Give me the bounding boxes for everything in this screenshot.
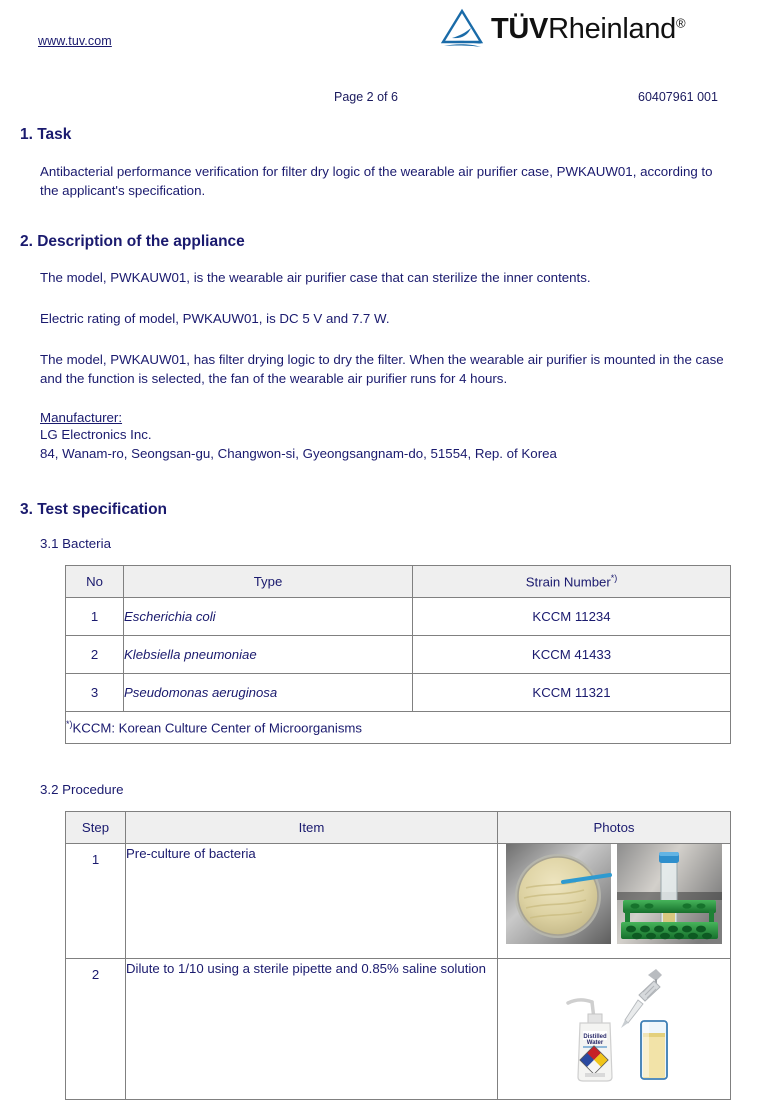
logo-word-tuv: TÜV	[491, 12, 549, 45]
column-header-no: No	[66, 565, 124, 597]
distilled-water-bottle-pipette-and-test-tube-photo	[506, 1033, 722, 1086]
procedure-table-wrapper	[0, 811, 768, 1100]
column-header-strain-number-label: Strain Number	[525, 574, 611, 590]
subsection-title-bacteria: 3.1 Bacteria	[40, 535, 111, 551]
bacteria-row-strain: KCCM 11234	[413, 597, 731, 635]
procedure-row-item: Pre-culture of bacteria	[126, 843, 498, 958]
page-number: Page 2 of 6	[334, 90, 398, 104]
procedure-row-item: Dilute to 1/10 using a sterile pipette and 0.85% saline solution	[126, 958, 498, 1099]
column-header-item: Item	[126, 811, 498, 843]
procedure-row-photos	[498, 843, 731, 958]
tuv-website-link[interactable]: www.tuv.com	[38, 34, 112, 48]
bacteria-table	[65, 565, 731, 744]
description-paragraph-2: Electric rating of model, PWKAUW01, is DC 5 V and 7.7 W.	[40, 311, 390, 327]
manufacturer-label: Manufacturer:	[40, 410, 123, 426]
tuv-rheinland-logo	[440, 8, 685, 50]
tuv-rheinland-triangle-logo	[440, 9, 484, 49]
section-heading-task: 1. Task	[20, 126, 72, 143]
bacteria-row-no: 2	[66, 635, 124, 673]
table-row	[66, 843, 731, 958]
page-meta-line	[0, 90, 768, 108]
column-header-strain-number	[413, 565, 731, 597]
document-number: 60407961 001	[638, 90, 718, 104]
svg-text:Distilled: Distilled	[583, 1033, 607, 1040]
page-content	[0, 126, 768, 1100]
bacteria-row-type: Pseudomonas aeruginosa	[124, 673, 413, 711]
table-row	[66, 635, 731, 673]
section-heading-description: 2. Description of the appliance	[20, 232, 245, 250]
procedure-row-step: 2	[66, 958, 126, 1099]
footnote-marker-icon: *)	[66, 719, 73, 730]
page-header	[0, 0, 768, 72]
test-tube-in-green-rack-photo	[617, 844, 722, 944]
column-header-type: Type	[124, 565, 413, 597]
description-paragraph-1: The model, PWKAUW01, is the wearable air purifier case that can sterilize the inner contents.	[40, 270, 591, 286]
column-header-step: Step	[66, 811, 126, 843]
logo-word-rheinland: Rheinland	[548, 12, 677, 45]
table-header-row	[66, 565, 731, 597]
column-header-photos: Photos	[498, 811, 731, 843]
table-row	[66, 958, 731, 1099]
svg-text:Water: Water	[586, 1039, 604, 1046]
bacteria-row-strain: KCCM 41433	[413, 635, 731, 673]
bacteria-row-strain: KCCM 11321	[413, 673, 731, 711]
table-footnote-row	[66, 711, 731, 743]
bacteria-row-type: Klebsiella pneumoniae	[124, 635, 413, 673]
table-header-row	[66, 811, 731, 843]
bacteria-row-no: 3	[66, 673, 124, 711]
footnote-marker-icon: *)	[610, 573, 618, 584]
table-row	[66, 597, 731, 635]
logo-wordmark	[491, 12, 686, 45]
manufacturer-address: 84, Wanam-ro, Seongsan-gu, Changwon-si, Gyeongsangnam-do, 51554, Rep. of Korea	[40, 446, 557, 462]
subsection-title-procedure: 3.2 Procedure	[40, 781, 124, 797]
petri-dish-bacteria-culture-photo	[506, 844, 611, 944]
procedure-row-step: 1	[66, 843, 126, 958]
procedure-row-photos	[498, 958, 731, 1099]
manufacturer-name: LG Electronics Inc.	[40, 427, 152, 443]
description-paragraph-3: The model, PWKAUW01, has filter drying logic to dry the filter. When the wearable air purifier is mounted in the case and the function is selected, the fan of the wearable air purifier runs for 4 hours.	[40, 352, 724, 387]
section-heading-test-specification: 3. Test specification	[20, 501, 168, 519]
bacteria-row-type: Escherichia coli	[124, 597, 413, 635]
registered-trademark-icon: ®	[676, 14, 686, 30]
bacteria-table-footnote	[66, 711, 731, 743]
table-row	[66, 673, 731, 711]
task-paragraph: Antibacterial performance verification for filter dry logic of the wearable air purifier case, PWKAUW01, according to the applicant's specification.	[40, 163, 713, 198]
bacteria-table-footnote-text: KCCM: Korean Culture Center of Microorganisms	[72, 720, 362, 736]
bacteria-row-no: 1	[66, 597, 124, 635]
procedure-table	[65, 811, 731, 1100]
bacteria-table-wrapper	[0, 565, 768, 744]
